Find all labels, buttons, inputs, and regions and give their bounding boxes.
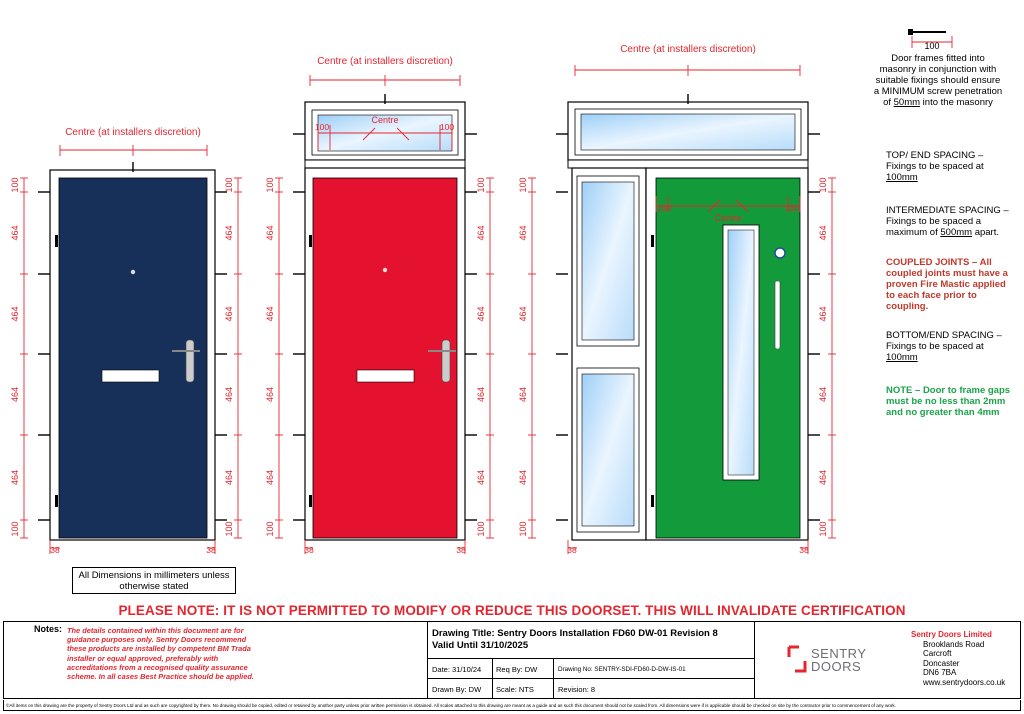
vertical-dim-label: 100 [10,177,20,193]
revision: Revision: 8 [558,685,596,694]
fanlight-glass [581,114,795,150]
dim-38: 38 [304,545,314,555]
notes-text: The details contained within this document are for guidance purposes only. Sentry Doors recommend these products are installed by competent BM Trada installer or equal approved, preferably with accreditations from a recognised quality assurance scheme. In all cases Best Practice should be applied. [67,626,254,682]
vertical-dim-label: 464 [224,469,234,486]
vertical-dim-label: 464 [10,386,20,403]
notes-label: Notes: [34,624,63,634]
vertical-dim-label: 100 [518,177,528,193]
dim-38: 38 [206,545,216,555]
company-name: Sentry Doors Limited [911,630,992,639]
vertical-dim-label: 464 [518,225,528,241]
drawn-by: Drawn By: DW [432,685,482,694]
copyright-footer: ©All items on this drawing are the property of Sentry Doors Ltd and as such are copyrighted by them. No drawing should be copied, edited or retained by another party unless prior written permission is obtained. All scales attached to this drawing are meant as a guide and as such this document should not be scaled from. All dimensions were if is applicable should be checked on site by the contractor prior to commencement of any work. [3,700,1021,711]
certification-warning: PLEASE NOTE: IT IS NOT PERMITTED TO MODIFY OR REDUCE THIS DOORSET. THIS WILL INVALIDATE CERTIFICATION [118,603,906,618]
pull-handle [186,340,194,382]
pull-handle [442,340,450,382]
vertical-dim-label: 464 [265,386,275,403]
coupled-joints-note: COUPLED JOINTS – All coupled joints must have a proven Fire Mastic applied to each face prior to coupling. [886,257,1008,312]
vertical-dim-label: 464 [10,469,20,486]
address-line-2: Carcroft [923,649,952,659]
dim-38: 38 [567,545,577,555]
centre-label-door-3: Centre (at installers discretion) [620,44,756,55]
vertical-dim-label: 464 [224,386,234,403]
vertical-dim-label: 100 [265,177,275,193]
valid-until: Valid Until 31/10/2025 [432,640,529,651]
logo-text-1: SENTRY [811,646,867,661]
vertical-dim-label: 100 [818,177,828,193]
address-line-4: DN6 7BA [923,668,957,678]
vertical-dim-label: 100 [10,521,20,537]
vertical-dim-label: 464 [518,469,528,486]
top-end-spacing: TOP/ END SPACING – Fixings to be spaced at 100mm [886,150,984,183]
vertical-dim-label: 464 [518,386,528,403]
website-link[interactable]: www.sentrydoors.co.uk [923,677,1006,687]
bottom-end-spacing: BOTTOM/END SPACING – Fixings to be spaced at 100mm [886,330,1002,363]
dimensions-note-box: All Dimensions in millimeters unless otherwise stated [72,567,236,594]
vertical-dim-label: 464 [818,386,828,403]
vertical-dim-label: 464 [476,386,486,403]
screw-dim-100: 100 [924,41,940,51]
vision-panel [728,230,754,475]
vertical-dim-label: 464 [265,225,275,241]
address-line-1: Brooklands Road [923,639,985,649]
vertical-dim-label: 100 [518,521,528,537]
vertical-dim-label: 464 [224,225,234,241]
sidelight-glass-lower [582,374,634,526]
door-viewer [131,270,135,274]
door-3-green [556,94,820,540]
vertical-dim-label: 464 [265,306,275,322]
vertical-dim-label: 100 [224,521,234,537]
address-cell [905,622,1020,698]
centre-short-door-3: Centre [714,213,742,223]
title-block [3,621,1021,699]
sentry-logo-icon [787,645,807,673]
drawing-info-cell [428,622,755,698]
dim-100-fanlight-right: 100 [439,122,455,132]
vertical-dim-label: 464 [476,469,486,486]
fire-door-sign-icon [775,248,785,258]
drawing-title: Drawing Title: Sentry Doors Installation FD60 DW-01 Revision 8 [432,628,718,639]
vertical-dim-label: 100 [224,177,234,193]
vertical-dim-label: 464 [10,306,20,322]
screw-icon [908,29,946,35]
vertical-dim-label: 464 [476,306,486,322]
logo-cell [755,622,905,698]
door-2-red [293,94,477,540]
vertical-dim-label: 464 [818,225,828,241]
vertical-dim-label: 464 [518,306,528,322]
vertical-dim-label: 100 [818,521,828,537]
centre-label-door-2: Centre (at installers discretion) [317,56,453,67]
dim-38: 38 [456,545,466,555]
scale: Scale: NTS [496,685,534,694]
vertical-dim-label: 464 [818,469,828,486]
dim-100-door3-right: 100 [784,203,800,213]
centre-label-door-1: Centre (at installers discretion) [65,127,201,138]
logo-text-2: DOORS [811,659,862,674]
notes-cell [4,622,428,698]
date: Date: 31/10/24 [432,665,482,674]
dim-100-door3-left: 100 [656,203,672,213]
gap-note: NOTE – Door to frame gaps must be no less than 2mm and no greater than 4mm [886,385,1011,418]
address-line-3: Doncaster [923,658,960,668]
vertical-dim-label: 464 [476,225,486,241]
vertical-dim-label: 464 [224,306,234,322]
letter-plate [102,370,159,382]
pull-bar [775,281,780,349]
intermediate-spacing: INTERMEDIATE SPACING – Fixings to be spaced a maximum of 500mm apart. [886,205,1009,238]
dim-100-fanlight-left: 100 [314,122,330,132]
centre-short-fanlight: Centre [371,115,399,125]
vertical-dim-label: 464 [818,306,828,322]
vertical-dim-label: 100 [476,521,486,537]
letter-plate [357,370,414,382]
masonry-note: Door frames fitted into masonry in conjunction with suitable fixings should ensure a MINIMUM screw penetration of 50mm into the masonry [873,53,1003,108]
drawing-number: Drawing No: SENTRY-SDI-FD60-D-DW-IS-01 [558,666,686,673]
door-1-navy [38,162,227,540]
vertical-dim-label: 464 [265,469,275,486]
sidelight-glass-upper [582,182,634,340]
vertical-dim-label: 100 [476,177,486,193]
dim-38: 38 [799,545,809,555]
vertical-dim-label: 464 [10,225,20,241]
vertical-dim-label: 100 [265,521,275,537]
req-by: Req By: DW [496,665,538,674]
dim-38: 38 [50,545,60,555]
door-viewer [383,268,387,272]
